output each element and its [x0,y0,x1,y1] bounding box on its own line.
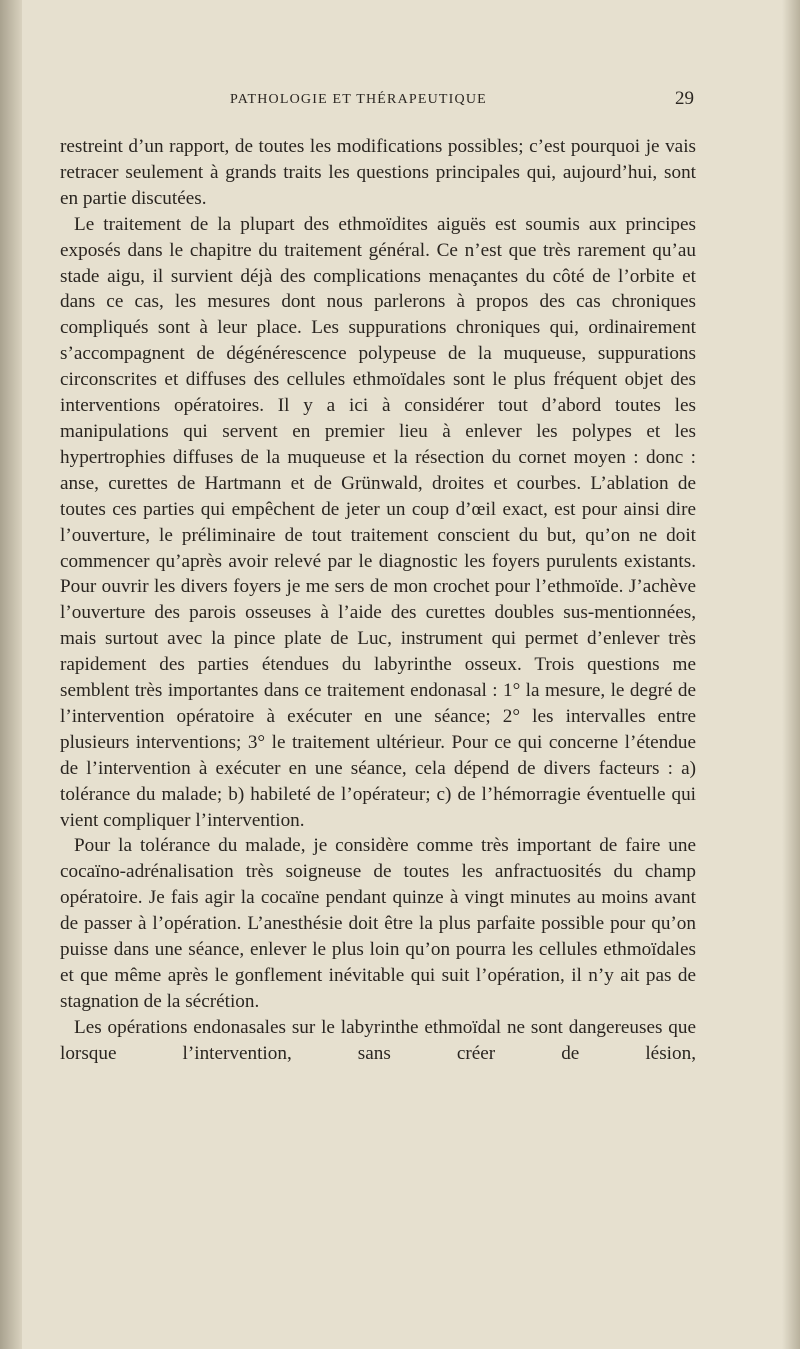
page-gutter-shadow [0,0,22,1349]
body-text [60,134,696,1067]
page-number: 29 [675,88,694,109]
paragraph-4: Les opérations endonasales sur le labyrinthe ethmoïdal ne sont dangereuses que lorsque l’intervention, sans créer de lésion, [60,1016,696,1064]
paragraph-2: Le traitement de la plupart des ethmoïdites aiguës est soumis aux principes exposés dans le chapitre du traitement général. Ce n’est que très rarement qu’au stade aigu, il survient déjà des complications menaçantes du côté de l’orbite et dans ce cas, les mesures dont nous parlerons à propos des cas chroniques compliqués sont à leur place. Les suppurations chroniques qui, ordinairement s’accompagnent de dégénérescence polypeuse de la muqueuse, suppurations circonscrites et diffuses des cellules ethmoïdales sont le plus fréquent objet des interventions opératoires. Il y a ici à considérer tout d’abord toutes les manipulations qui servent en premier lieu à enlever les polypes et les hypertrophies diffuses de la muqueuse et la résection du cornet moyen : donc : anse, curettes de Hartmann et de Grünwald, droites et courbes. L’ablation de toutes ces parties qui empêchent de jeter un coup d’œil exact, est pour ainsi dire l’ouverture, le préliminaire de tout traitement conscient du but, qu’on ne doit commencer qu’après avoir relevé par le diagnostic les foyers purulents existants. Pour ouvrir les divers foyers je me sers de mon crochet pour l’ethmoïde. J’achève l’ouverture des parois osseuses à l’aide des curettes doubles sus-mentionnées, mais surtout avec la pince plate de Luc, instrument qui permet d’enlever très rapidement des parties étendues du labyrinthe osseux. Trois questions me semblent très importantes dans ce traitement endonasal : 1° la mesure, le degré de l’intervention opératoire à exécuter en une séance; 2° les intervalles entre plusieurs interventions; 3° le traitement ultérieur. Pour ce qui concerne l’étendue de l’intervention à exécuter en une séance, cela dépend de divers facteurs : a) tolérance du malade; b) habileté de l’opérateur; c) de l’hémorragie éventuelle qui vient compliquer l’intervention. [60,213,696,831]
page-edge-shadow [782,0,800,1349]
paragraph-3: Pour la tolérance du malade, je considère comme très important de faire une cocaïno-adrénalisation très soigneuse de toutes les anfractuosités du champ opératoire. Je fais agir la cocaïne pendant quinze à vingt minutes au moins avant de passer à l’opération. L’anesthésie doit être la plus parfaite possible pour qu’on puisse dans une séance, enlever le plus loin qu’on pourra les cellules ethmoïdales et que même après le gonflement inévitable qui suit l’opération, il n’y ait pas de stagnation de la sécrétion. [60,835,696,1012]
page-header [62,88,694,118]
paragraph-1: restreint d’un rapport, de toutes les modifications possibles; c’est pourquoi je vais retracer seulement à grands traits les questions principales qui, aujourd’hui, sont en partie discutées. [60,136,696,209]
running-title: PATHOLOGIE ET THÉRAPEUTIQUE [230,92,487,107]
